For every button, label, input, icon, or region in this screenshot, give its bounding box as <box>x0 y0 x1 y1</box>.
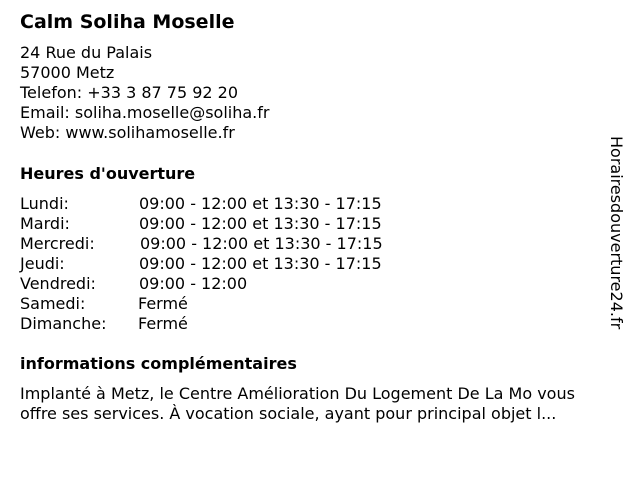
hours-time: Fermé <box>138 314 188 333</box>
hours-time: 09:00 - 12:00 et 13:30 - 17:15 <box>139 194 382 213</box>
business-name: Calm Soliha Moselle <box>20 11 235 33</box>
hours-day: Vendredi: <box>20 274 96 293</box>
hours-day: Jeudi: <box>20 254 65 273</box>
address-street: 24 Rue du Palais <box>20 43 153 62</box>
hours-time: 09:00 - 12:00 <box>139 274 248 293</box>
contact-details <box>20 43 269 143</box>
website: Web: www.solihamoselle.fr <box>20 123 235 142</box>
hours-day: Mardi: <box>20 214 70 233</box>
address-city: 57000 Metz <box>20 63 115 82</box>
additional-info-heading: informations complémentaires <box>20 354 297 373</box>
hours-time: 09:00 - 12:00 et 13:30 - 17:15 <box>140 234 383 253</box>
hours-day: Lundi: <box>20 194 69 213</box>
hours-day: Samedi: <box>20 294 86 313</box>
business-description <box>20 384 630 424</box>
description-line: Implanté à Metz, le Centre Amélioration Du Logement De La Mo vous <box>20 384 575 403</box>
description-line: offre ses services. À vocation sociale, ayant pour principal objet l... <box>20 404 557 423</box>
hours-time: 09:00 - 12:00 et 13:30 - 17:15 <box>139 254 382 273</box>
opening-hours-heading: Heures d'ouverture <box>20 164 196 183</box>
hours-time: 09:00 - 12:00 et 13:30 - 17:15 <box>139 214 382 233</box>
hours-time: Fermé <box>138 294 188 313</box>
email-address: Email: soliha.moselle@soliha.fr <box>20 103 270 122</box>
hours-day: Dimanche: <box>20 314 107 333</box>
site-watermark: Horairesdouverture24.fr <box>607 136 626 330</box>
hours-day: Mercredi: <box>20 234 95 253</box>
phone-number: Telefon: +33 3 87 75 92 20 <box>20 83 239 102</box>
